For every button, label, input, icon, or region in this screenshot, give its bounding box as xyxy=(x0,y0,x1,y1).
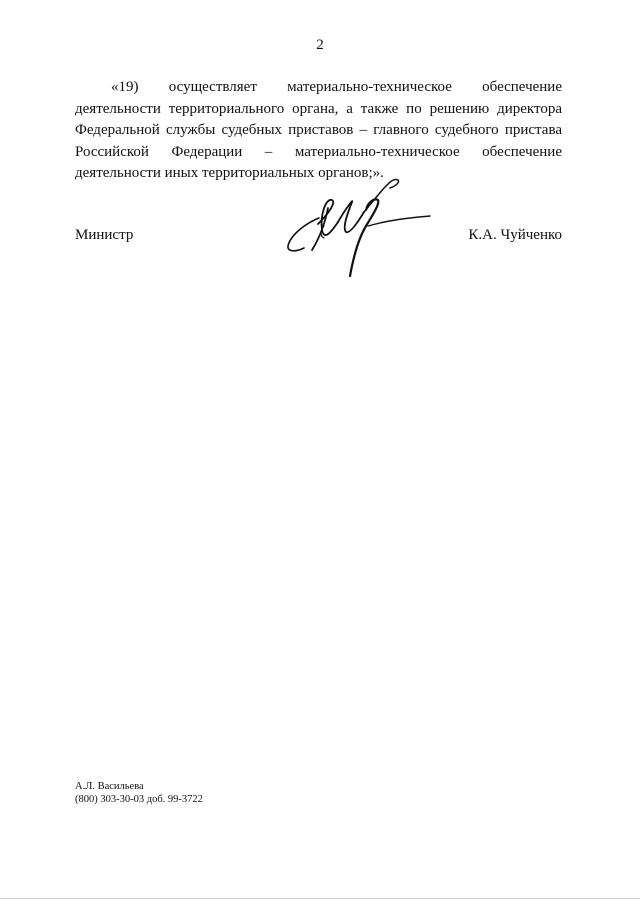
amendment-paragraph-text: «19) осуществляет материально-техническое обеспечение деятельности территориального органа, а также по решению директора Федеральной службы судебных приставов – главного судебного пристава Российской Федерации – материально-техническое обеспечение деятельности иных территориальных органов;». xyxy=(75,79,562,181)
amendment-paragraph xyxy=(75,77,562,185)
page-number: 2 xyxy=(316,37,324,53)
contact-name: А.Л. Васильева xyxy=(75,781,144,792)
contact-info xyxy=(75,780,203,806)
contact-phone: (800) 303-30-03 доб. 99-3722 xyxy=(75,794,203,805)
signer-name: К.А. Чуйченко xyxy=(468,227,562,243)
page-bottom-edge xyxy=(0,898,640,899)
handwritten-signature xyxy=(282,172,434,282)
signer-title: Министр xyxy=(75,227,134,243)
